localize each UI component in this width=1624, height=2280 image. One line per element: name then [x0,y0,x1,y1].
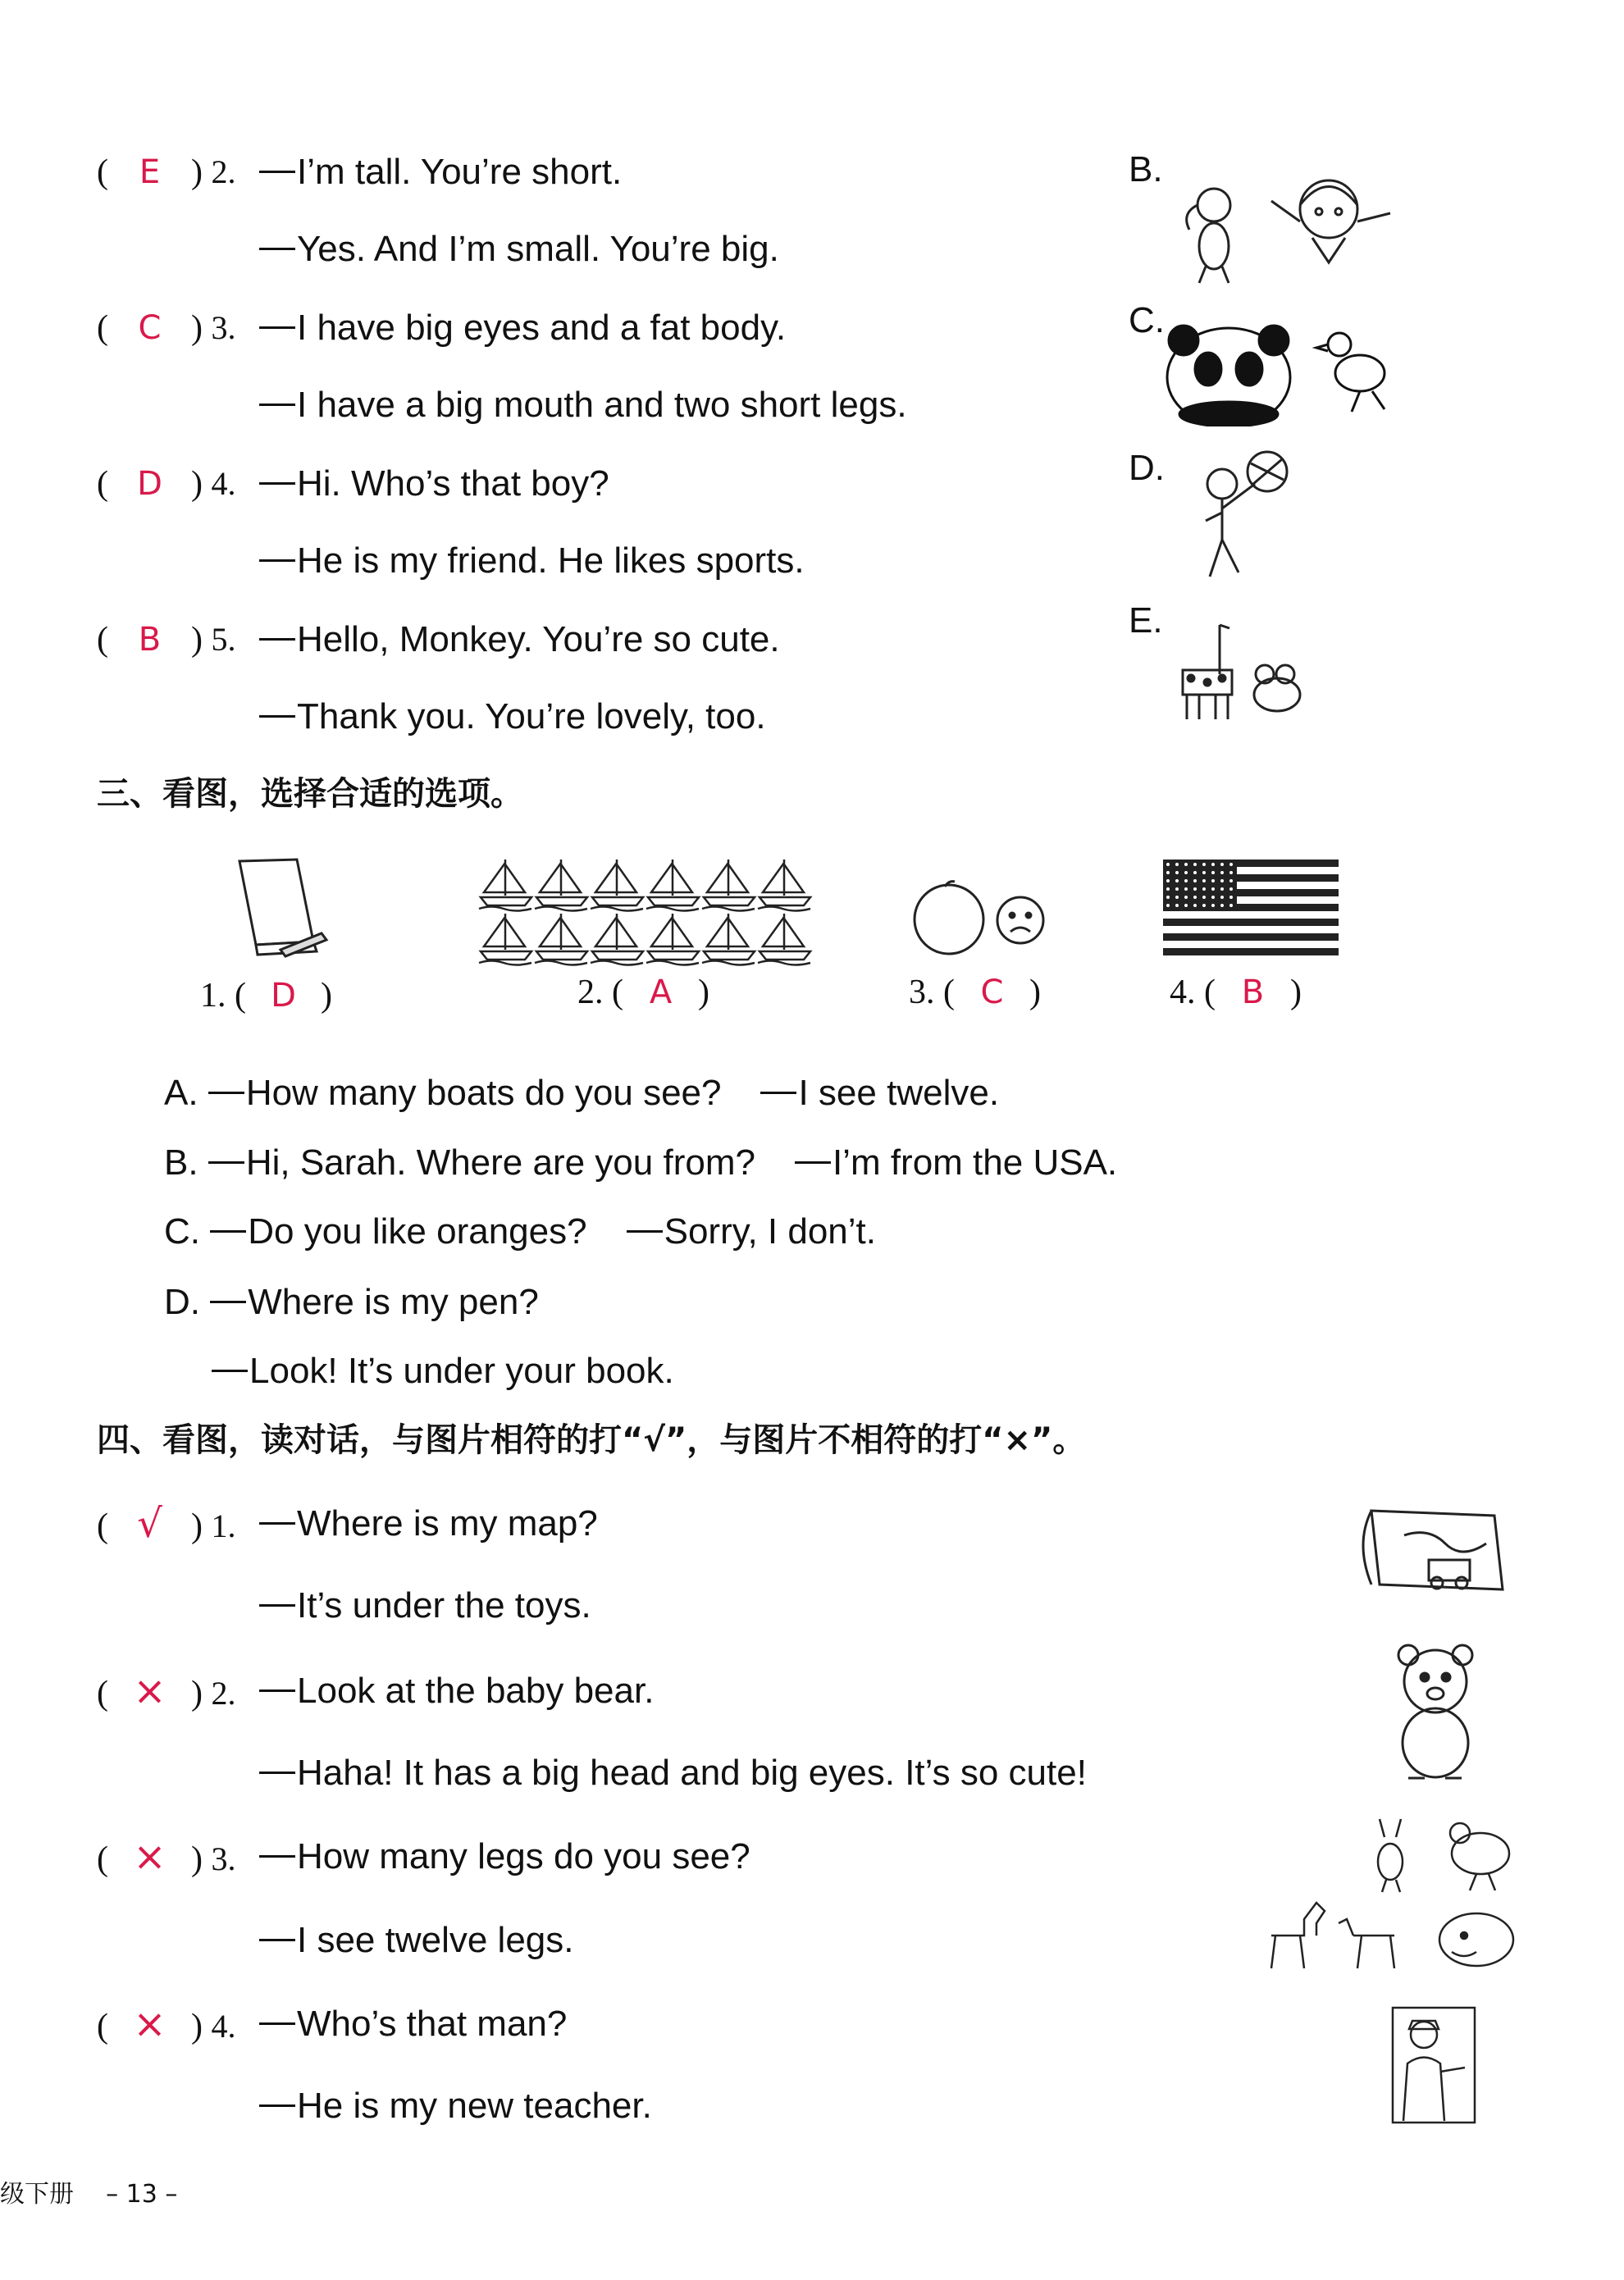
flag-star [1211,871,1215,874]
option-letter: D. [164,1282,200,1322]
answer-paren: ( C ) 3. [97,305,236,351]
flag-star [1175,887,1179,891]
picture-caption: 3. ( C ) [909,974,1041,1011]
boat-icon [535,860,587,911]
flag-star [1202,871,1206,874]
flag-star [1175,871,1179,874]
boat-icon [758,860,810,911]
option-question: Where is my pen? [248,1282,539,1322]
option-letter: B. [1129,149,1163,189]
answer-mark: E [139,153,161,191]
giraffe-and-mouse-icon [1175,617,1314,723]
boat-icon [758,914,810,965]
flag-star [1220,879,1224,882]
dialog-text: Who’s that man? [297,2004,568,2044]
dialog-text: I have a big mouth and two short legs. [297,385,907,425]
flag-stripe [1163,911,1339,919]
option-letter: E. [1129,600,1163,641]
flag-star [1202,863,1206,866]
twelve-boats-icon [477,855,822,966]
boat-icon [702,860,755,911]
boat-icon [702,914,755,965]
flag-star [1202,904,1206,907]
answer-mark: A [649,974,673,1011]
answer-mark: B [138,621,162,659]
boat-icon [479,860,531,911]
item-number: 4. [211,2008,236,2045]
item-number: 2. [211,153,236,190]
flag-canton [1163,860,1237,911]
dialog-text: Look at the baby bear. [297,1671,655,1711]
map-and-toy-car-icon [1355,1503,1511,1601]
flag-star [1193,879,1197,882]
dialog-line [259,1583,591,1629]
dialog-line [259,461,609,507]
option-letter: A. [164,1073,198,1113]
section3-heading: 三、看图，选择合适的选项。 [97,775,523,813]
flag-star [1166,871,1170,874]
item-number: 4. [211,465,236,502]
flag-star [1184,879,1188,882]
dialog-text: Hello, Monkey. You’re so cute. [297,619,780,659]
answer-paren: ( √ ) 1. [97,1501,236,1547]
dialog-line [259,694,766,740]
flag-star [1229,896,1233,899]
answer-mark: D [137,465,162,503]
usa-flag-icon [1163,860,1339,956]
flag-star [1184,871,1188,874]
flag-star [1202,879,1206,882]
dialog-text: I’m tall. You’re short. [297,152,623,192]
answer-mark: × [133,1834,167,1880]
dialog-line [259,2001,567,2047]
footer [0,2173,177,2209]
dialog-text: It’s under the toys. [297,1585,591,1626]
orange-and-sad-face-icon [912,874,1051,964]
dialog-line [259,1834,750,1880]
flag-star [1211,887,1215,891]
answer-mark: D [271,977,296,1015]
boat-icon [479,914,531,965]
flag-star [1202,896,1206,899]
flag-stripe [1163,948,1339,955]
dialog-line [259,382,907,428]
dialog-line [259,1501,598,1547]
flag-star [1193,904,1197,907]
item-number: 1. [200,977,226,1015]
flag-stripe [1163,926,1339,933]
dialog-line [259,1750,1087,1796]
answer-paren: ( B ) 5. [97,617,236,663]
flag-star [1202,887,1206,891]
answer-mark: C [138,309,162,347]
dialog-text: Thank you. You’re lovely, too. [297,696,766,736]
answer-paren: ( × ) 4. [97,2001,236,2047]
option-line [164,1140,1117,1186]
panda-and-duck-icon [1163,312,1409,426]
dialog-text: He is my friend. He likes sports. [297,540,805,581]
option-answer: Sorry, I don’t. [664,1211,876,1252]
answer-paren: ( D ) 4. [97,461,236,507]
page-number: – 13 – [106,2180,178,2209]
dialog-line [259,2083,652,2129]
dialog-text: Yes. And I’m small. You’re big. [297,229,779,269]
item-number: 3. [211,309,236,346]
option-answer: I’m from the USA. [832,1142,1118,1183]
farm-animals-icon [1255,1813,1517,1985]
answer-mark: B [1241,974,1265,1011]
flag-star [1220,863,1224,866]
item-number: 2. [577,974,604,1011]
flag-star [1229,879,1233,882]
dialog-text: I see twelve legs. [297,1920,574,1960]
book-label: 级下册 [0,2180,74,2209]
dialog-line [259,1668,654,1714]
flag-star [1166,879,1170,882]
answer-paren: ( × ) 3. [97,1834,236,1880]
item-number: 2. [211,1675,236,1712]
boat-icon [646,860,699,911]
flag-star [1175,896,1179,899]
item-number: 3. [909,974,935,1011]
flag-star [1166,904,1170,907]
flag-star [1193,871,1197,874]
answer-mark: C [980,974,1004,1011]
item-number: 1. [211,1507,236,1544]
flag-star [1184,863,1188,866]
answer-paren: ( × ) 2. [97,1668,236,1714]
option-line [164,1279,539,1325]
flag-stripe [1163,919,1339,926]
item-number: 4. [1170,974,1196,1011]
flag-star [1229,871,1233,874]
option-letter: C. [1129,300,1165,340]
flag-star [1211,896,1215,899]
flag-star [1184,904,1188,907]
option-letter: B. [164,1142,198,1183]
answer-paren: ( E ) 2. [97,149,236,195]
flag-star [1229,863,1233,866]
option-answer: Look! It’s under your book. [249,1351,674,1391]
flag-star [1175,863,1179,866]
picture-caption: 2. ( A ) [577,974,709,1011]
flag-star [1220,887,1224,891]
boat-icon [535,914,587,965]
option-question: Hi, Sarah. Where are you from? [245,1142,755,1183]
picture-caption: 1. ( D ) [200,977,332,1015]
option-letter: C. [164,1211,200,1252]
man-teacher-icon [1391,2006,1476,2124]
dialog-line [259,538,805,584]
monkey-and-girl-icon [1165,172,1394,287]
option-line [164,1070,999,1116]
item-number: 3. [211,1840,236,1877]
dialog-text: How many legs do you see? [297,1836,750,1876]
dialog-text: He is my new teacher. [297,2086,652,2126]
dialog-line [259,617,780,663]
flag-stripe [1163,941,1339,948]
item-number: 5. [211,621,236,658]
flag-star [1193,887,1197,891]
flag-star [1211,863,1215,866]
flag-star [1166,887,1170,891]
flag-stripe [1163,933,1339,941]
flag-star [1220,896,1224,899]
picture-caption: 4. ( B ) [1170,974,1302,1011]
flag-star [1220,871,1224,874]
flag-star [1175,879,1179,882]
flag-star [1184,896,1188,899]
flag-star [1193,863,1197,866]
dialog-line [259,1917,574,1963]
boy-basketball-icon [1189,447,1296,586]
flag-star [1211,879,1215,882]
answer-mark: × [133,2001,167,2047]
boat-icon [591,914,643,965]
boat-icon [646,914,699,965]
flag-star [1166,863,1170,866]
dialog-line [259,149,622,195]
dialog-text: Where is my map? [297,1503,598,1544]
dialog-text: Haha! It has a big head and big eyes. It’s so cute! [297,1753,1087,1793]
flag-star [1229,887,1233,891]
section4-heading: 四、看图，读对话，与图片相符的打“√”，与图片不相符的打“×”。 [97,1421,1086,1459]
dialog-line [259,305,786,351]
flag-star [1175,904,1179,907]
option-question: How many boats do you see? [245,1073,722,1113]
dialog-line [259,226,779,272]
option-line [212,1348,674,1394]
option-question: Do you like oranges? [248,1211,587,1252]
option-answer: I see twelve. [798,1073,1000,1113]
flag-star [1184,887,1188,891]
option-letter: D. [1129,448,1165,488]
boat-icon [591,860,643,911]
flag-star [1166,896,1170,899]
flag-star [1211,904,1215,907]
answer-mark: × [133,1668,167,1714]
option-line [164,1209,876,1255]
dialog-text: Hi. Who’s that boy? [297,463,609,504]
flag-star [1193,896,1197,899]
baby-bear-icon [1388,1640,1483,1785]
dialog-text: I have big eyes and a fat body. [297,308,787,348]
answer-mark: √ [137,1501,162,1547]
flag-star [1229,904,1233,907]
flag-star [1220,904,1224,907]
book-and-pen-icon [231,853,330,960]
